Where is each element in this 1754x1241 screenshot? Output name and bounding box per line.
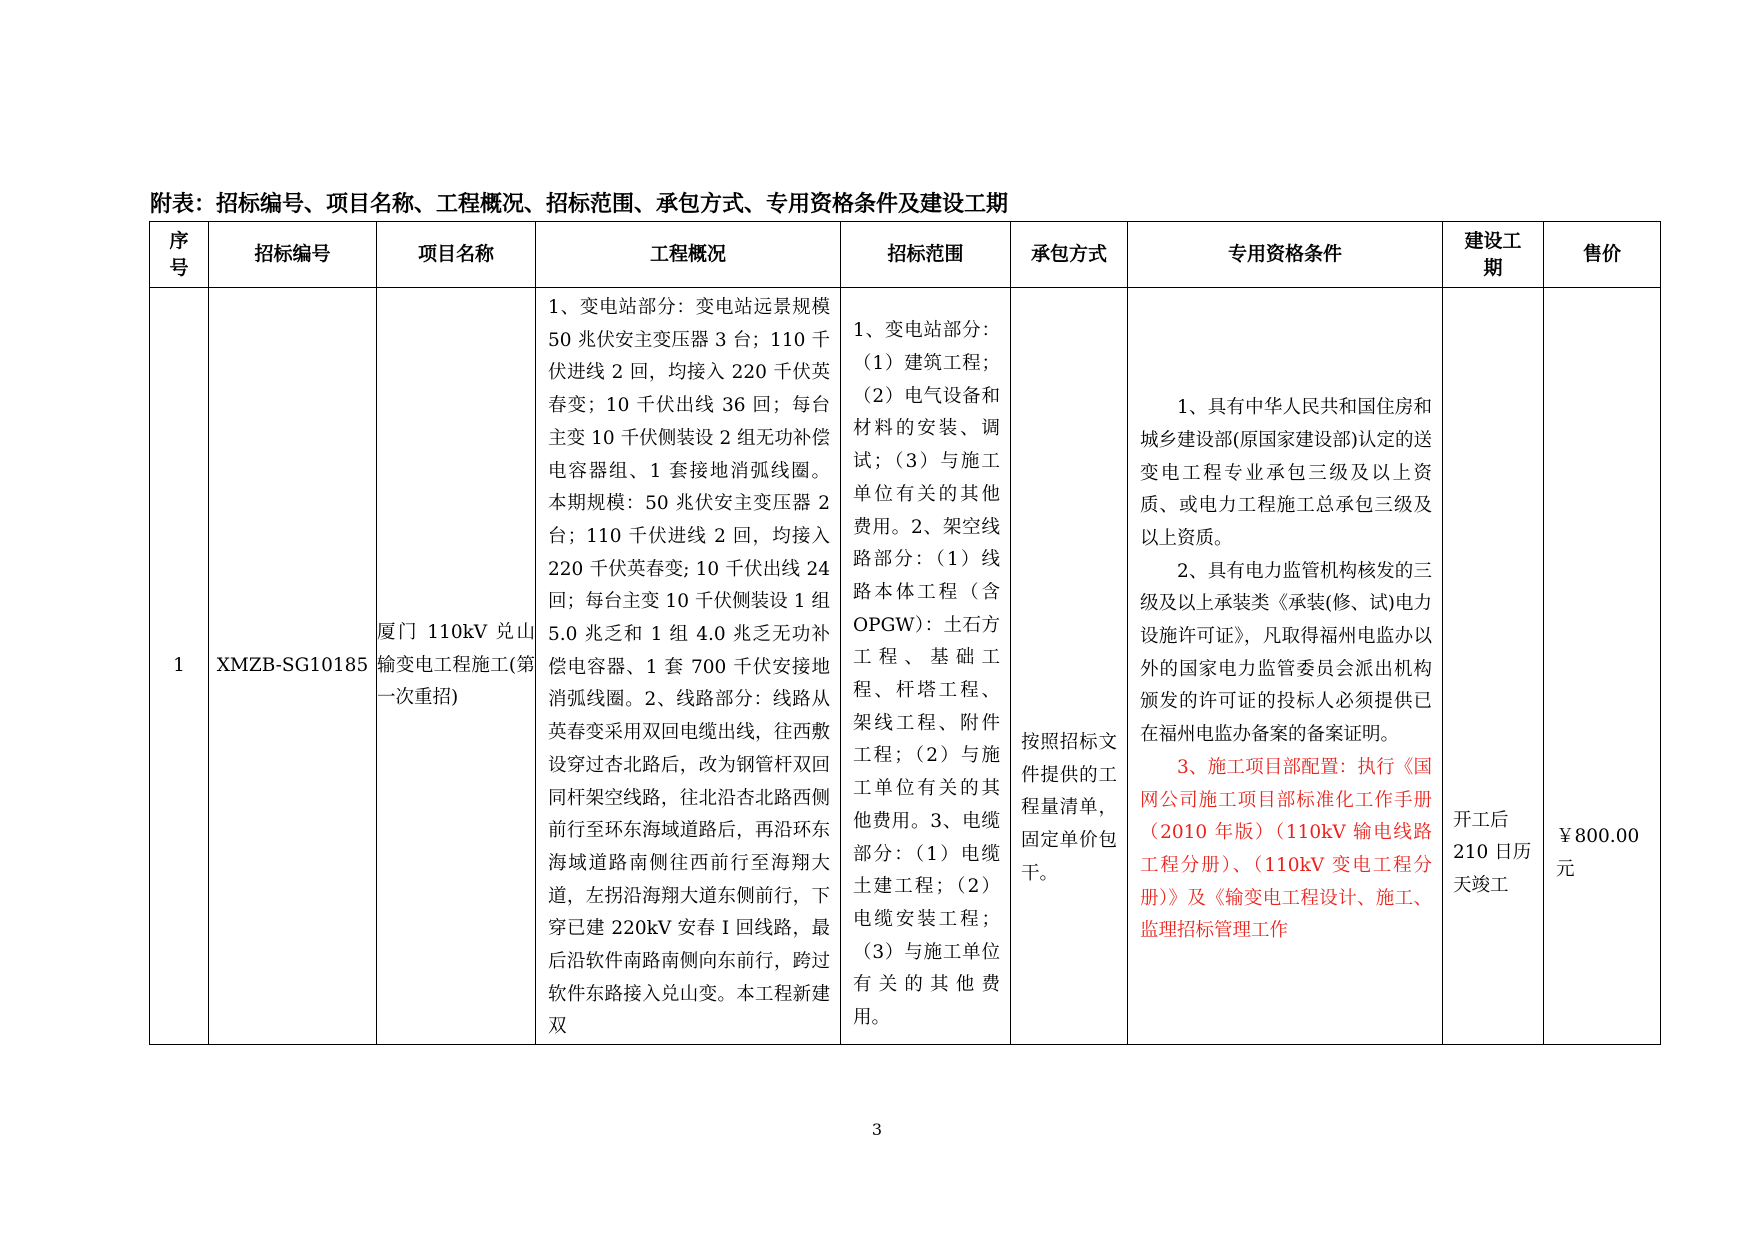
qualification-item-1: 1、具有中华人民共和国住房和城乡建设部(原国家建设部)认定的送变电工程专业承包三级及以上资质、或电力工程施工总承包三级及以上资质。	[1140, 397, 1432, 549]
table-row	[150, 288, 1661, 1045]
contract-method: 按照招标文件提供的工程量清单，固定单价包干。	[1021, 731, 1117, 884]
header-name: 项目名称	[377, 222, 536, 288]
header-qualification: 专用资格条件	[1128, 222, 1443, 288]
bid-info-table	[149, 221, 1661, 1045]
contract-method-cell	[1011, 288, 1128, 1045]
header-period: 建设工期	[1443, 222, 1544, 288]
qualification-item-3: 3、施工项目部配置：执行《国网公司施工项目部标准化工作手册（2010 年版）（110kV 输电线路工程分册）、（110kV 变电工程分册）》及《输变电工程设计、施工、监理招标管理工作	[1140, 756, 1432, 942]
price-cell	[1544, 288, 1661, 1045]
project-overview-cell	[536, 288, 841, 1045]
document-title: 附表：招标编号、项目名称、工程概况、招标范围、承包方式、专用资格条件及建设工期	[150, 192, 1009, 217]
project-overview: 1、变电站部分：变电站远景规模 50 兆伏安主变压器 3 台；110 千伏进线 2 回，均接入 220 千伏英春变；10 千伏出线 36 回；每台主变 10 千伏侧装设 2 组无功补偿电容器组、1 套接地消弧线圈。 本期规模：50 兆伏安主变压器 2 台；110 千伏进线 2 回，均接入 220 千伏英春变; 10 千伏出线 24 回；每台主变 10 千伏侧装设 1 组 5.0 兆乏和 1 组 4.0 兆乏无功补偿电容器、1 套 700 千伏安接地消弧线圈。2、线路部分：线路从英春变采用双回电缆出线，往西敷设穿过杏北路后，改为钢管杆双回同杆架空线路，往北沿杏北路西侧前行至环东海域道路后，再沿环东海域道路南侧往西前行至海翔大道，左拐沿海翔大道东侧前行，下穿已建 220kV 安春 I 回线路，最后沿软件南路南侧向东前行，跨过软件东路接入兑山变。本工程新建双	[548, 297, 830, 1038]
header-number: 序号	[150, 222, 209, 288]
construction-period-cell	[1443, 288, 1544, 1045]
page-number: 3	[871, 1120, 883, 1139]
header-scope: 招标范围	[841, 222, 1011, 288]
qualification-item-2: 2、具有电力监管机构核发的三级及以上承装类《承装(修、试)电力设施许可证》，凡取得福州电监办以外的国家电力监管委员会派出机构颁发的许可证的投标人必须提供已在福州电监办备案的备案证明。	[1140, 560, 1432, 746]
header-overview: 工程概况	[536, 222, 841, 288]
row-number: 1	[150, 288, 209, 1045]
header-price: 售价	[1544, 222, 1661, 288]
bid-scope-cell	[841, 288, 1011, 1045]
header-contract: 承包方式	[1011, 222, 1128, 288]
project-name: 厦门 110kV 兑山输变电工程施工(第一次重招)	[377, 288, 536, 1045]
bid-scope: 1、变电站部分：（1）建筑工程；（2）电气设备和材料的安装、调试；（3）与施工单位有关的其他费用。2、架空线路部分：（1）线路本体工程（含 OPGW）：土石方工程、基础工程、杆塔工程、架线工程、附件工程；（2）与施工单位有关的其他费用。3、电缆部分：（1）电缆土建工程；（2）电缆安装工程；（3）与施工单位有关的其他费用。	[853, 320, 1000, 1029]
qualification-cell	[1128, 288, 1443, 1045]
price: ￥800.00元	[1556, 825, 1640, 880]
table-header-row	[150, 222, 1661, 288]
header-code: 招标编号	[209, 222, 377, 288]
bid-code: XMZB-SG10185	[209, 288, 377, 1045]
construction-period: 开工后 210 日历天竣工	[1453, 809, 1532, 896]
